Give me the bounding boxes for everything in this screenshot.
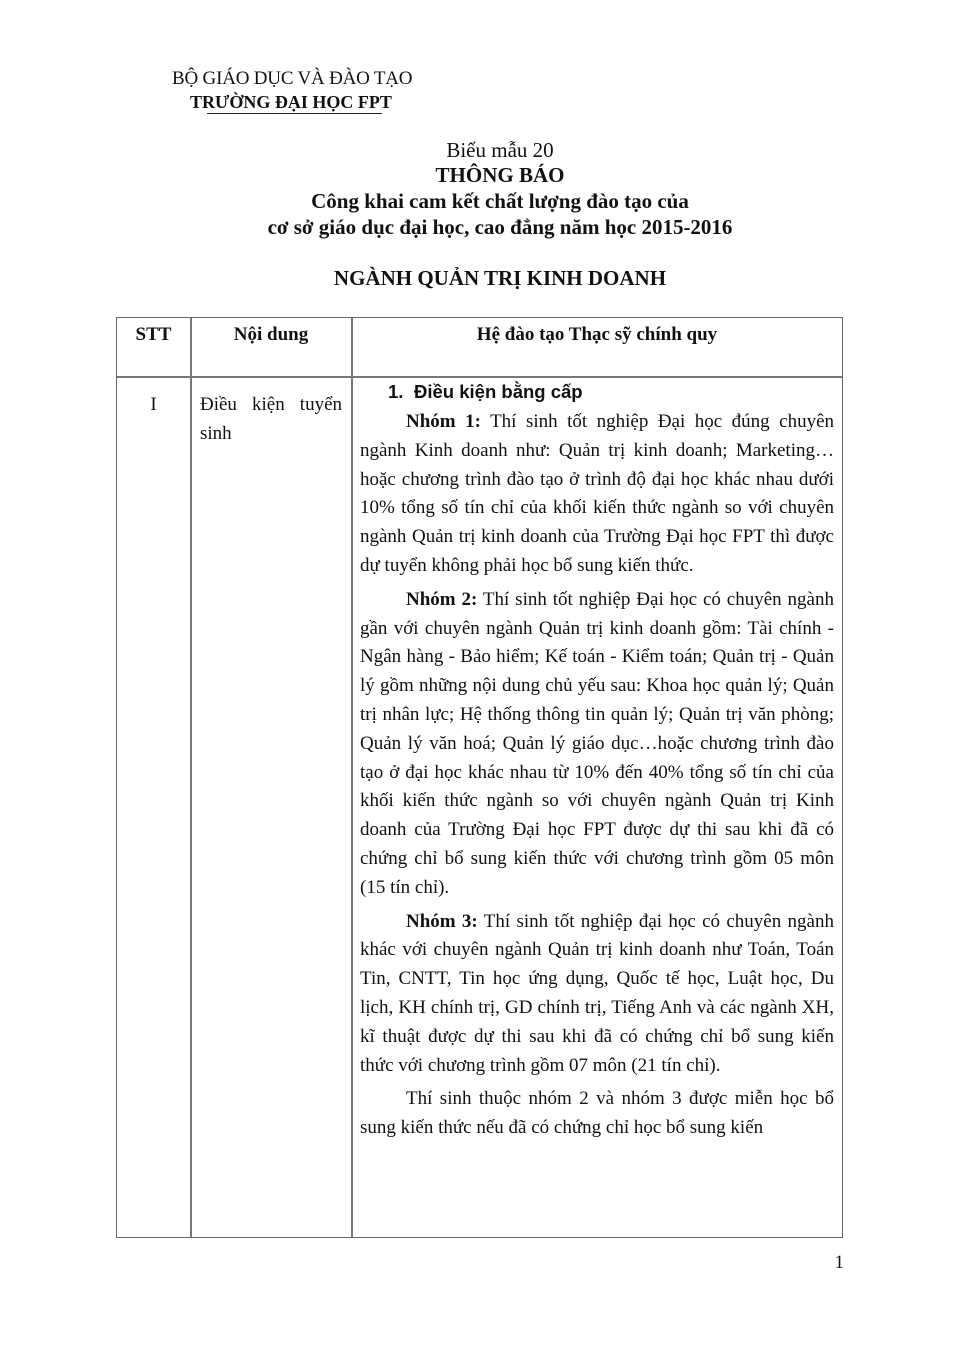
major-title: NGÀNH QUẢN TRỊ KINH DOANH [333,266,667,290]
exemption-text: Thí sinh thuộc nhóm 2 và nhóm 3 được miễn học bổ sung kiến thức nếu đã có chứng chỉ học bổ sung kiến [360,1088,834,1139]
section-title: Điều kiện bằng cấp [414,381,583,402]
header-content: Nội dung [233,324,309,345]
group-3-paragraph [360,908,834,1081]
group-2-text: Thí sinh tốt nghiệp Đại học có chuyên ngành gần với chuyên ngành Quản trị kinh doanh gồm: Tài chính - Ngân hàng - Bảo hiểm; Kế toán - Kiểm toán; Quản trị - Quản lý gồm những nội dung chủ yếu sau: Khoa học quản lý; Quản trị nhân lực; Hệ thống thông tin quản lý; Quản trị văn phòng; Quản lý văn hoá; Quản lý giáo dục…hoặc chương trình đào tạo ở đại học khác nhau từ 10% đến 40% tổng số tín chỉ của khối kiến thức ngành so với chuyên ngành Quản trị Kinh doanh của Trường Đại học FPT được dự thi sau khi đã có chứng chỉ bổ sung kiến thức với chương trình gồm 05 môn (15 tín chỉ). [360,588,834,898]
school-name: TRƯỜNG ĐẠI HỌC FPT [190,92,392,112]
exemption-paragraph [360,1085,834,1143]
group-1-label: Nhóm 1: [406,411,481,432]
header-program: Hệ đào tạo Thạc sỹ chính quy [476,324,718,345]
group-1-text: Thí sinh tốt nghiệp Đại học đúng chuyên ngành Kinh doanh như: Quản trị kinh doanh; Marketing…hoặc chương trình đào tạo ở trình độ đại học khác nhau dưới 10% tổng số tín chỉ của khối kiến thức ngành so với chuyên ngành Quản trị kinh doanh của Trường Đại học FPT thì được dự tuyển không phải học bổ sung kiến thức. [360,411,835,576]
section-number: 1. [388,381,404,402]
section-heading [388,378,834,406]
group-3-text: Thí sinh tốt nghiệp đại học có chuyên ngành khác với chuyên ngành Quản trị kinh doanh như Toán, Toán Tin, CNTT, Tin học ứng dụng, Quốc tế học, Luật học, Du lịch, KH chính trị, GD chính trị, Tiếng Anh và các ngành XH, kĩ thuật được dự thi sau khi đã có chứng chỉ bổ sung kiến thức với chương trình gồm 07 môn (21 tín chỉ). [360,910,834,1076]
row-content: Điều kiện tuyển sinh [200,394,342,444]
page-number: 1 [834,1252,844,1273]
header-stt: STT [135,324,172,345]
ministry-name: BỘ GIÁO DỤC VÀ ĐÀO TẠO [172,68,413,89]
subtitle-line-1: Công khai cam kết chất lượng đào tạo của [311,189,689,213]
column-divider [351,318,353,1237]
group-3-label: Nhóm 3: [406,910,478,932]
row-stt: I [150,394,157,415]
group-1-paragraph [360,408,834,581]
group-2-paragraph [360,586,834,903]
subtitle-line-2: cơ sở giáo dục đại học, cao đẳng năm học 2015-2016 [267,215,733,239]
row-program-details [360,378,834,1148]
notice-title: THÔNG BÁO [435,163,565,187]
column-divider [190,318,192,1237]
school-underline-divider [207,113,382,114]
quality-commitment-table [116,317,843,1238]
form-number: Biểu mẫu 20 [446,138,554,162]
group-2-label: Nhóm 2: [406,588,478,610]
